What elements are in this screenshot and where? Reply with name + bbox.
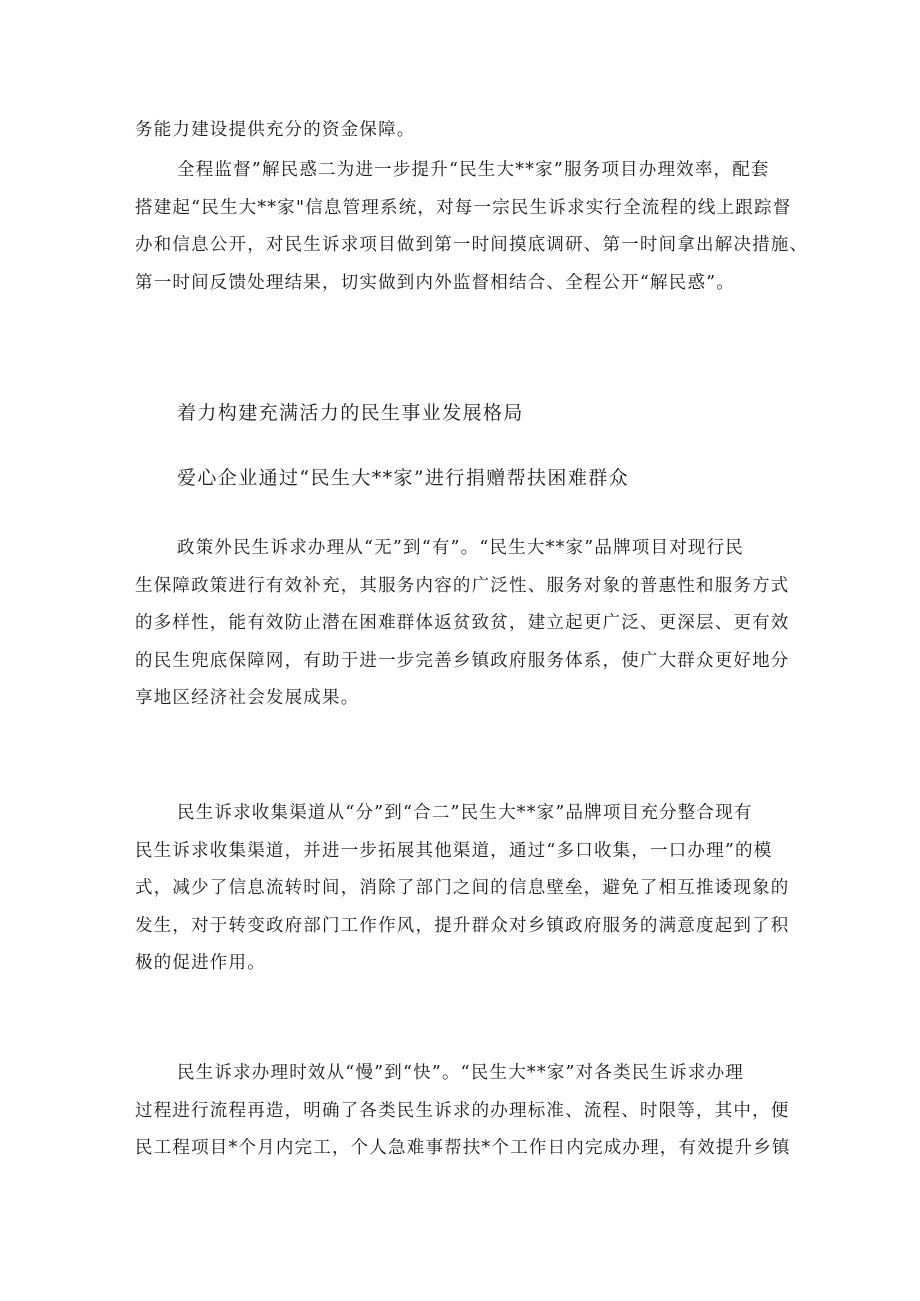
paragraph-line: 民工程项目*个月内完工，个人急难事帮扶*个工作日内完成办理，有效提升乡镇 [135,1138,791,1158]
paragraph-line: 办和信息公开，对民生诉求项目做到第一时间摸底调研、第一时间拿出解决措施、 [135,235,809,255]
paragraph-handling-speed [135,1055,790,1168]
paragraph-line: 政策外民生诉求办理从“无”到“有”。“民生大**家”品牌项目对现行民 [177,538,744,558]
paragraph-policy-supplement [135,530,790,718]
paragraph-line: 发生，对于转变政府部门工作作风，提升群众对乡镇政府服务的满意度起到了积 [135,915,790,936]
paragraph-full-supervision [135,152,809,302]
paragraph-line: 民生诉求收集渠道从“分”到“合二”民生大**家”品牌项目充分整合现有 [177,803,753,823]
paragraph-line: 务能力建设提供充分的资金保障。 [135,120,416,140]
paragraph-line: 的民生兜底保障网，有助于进一步完善乡镇政府服务体系，使广大群众更好地分 [135,650,790,671]
paragraph-line: 民生诉求办理时效从“慢”到“快”。“民生大**家”对各类民生诉求办理 [177,1063,744,1083]
paragraph-funding-guarantee [135,112,790,150]
paragraph-collection-channels [135,795,790,983]
section-subheading: 爱心企业通过“民生大**家”进行捐赠帮扶困难群众 [177,467,630,489]
paragraph-line: 过程进行流程再造，明确了各类民生诉求的办理标准、流程、时限等，其中，便 [135,1100,790,1121]
paragraph-line: 第一时间反馈处理结果，切实做到内外监督相结合、全程公开“解民惑”。 [135,272,735,293]
paragraph-line: 享地区经济社会发展成果。 [135,688,360,708]
paragraph-line: 式，减少了信息流转时间，消除了部门之间的信息壁垒，避免了相互推诿现象的 [135,878,790,898]
paragraph-line: 极的促进作用。 [135,953,266,973]
paragraph-line: 的多样性，能有效防止潜在困难群体返贫致贫，建立起更广泛、更深层、更有效 [135,613,790,633]
paragraph-line: 搭建起“民生大**家"信息管理系统，对每一宗民生诉求实行全流程的线上跟踪督 [135,197,792,218]
section-heading: 着力构建充满活力的民生事业发展格局 [177,402,524,424]
paragraph-line: 民生诉求收集渠道，并进一步拓展其他渠道，通过“多口收集，一口办理”的模 [135,840,773,861]
paragraph-line: 全程监督”解民惑二为进一步提升“民生大**家”服务项目办理效率，配套 [177,160,770,180]
paragraph-line: 生保障政策进行有效补充，其服务内容的广泛性、服务对象的普惠性和服务方式 [135,575,790,596]
